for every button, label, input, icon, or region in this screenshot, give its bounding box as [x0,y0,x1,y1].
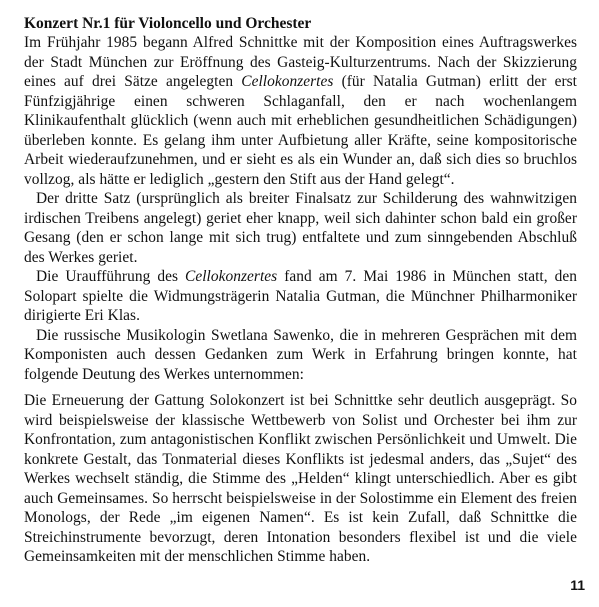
page-number: 11 [570,577,585,593]
work-title-italic: Cellokonzertes [185,268,278,285]
work-title-italic: Cellokonzertes [241,73,334,90]
paragraph-premiere [24,267,577,326]
paragraph-intro [24,33,577,189]
paragraph-text: (für Natalia Gutman) erlitt der erst Fünfzigjährige einen schweren Schlaganfall, den er nach wochenlangem Klinikaufenthalt glücklich (wenn auch mit erheblichen gesundheitlichen Schädigungen) überleben konnte. Es gelang ihm unter Aufbietung aller Kräfte, seine kompositorische Arbeit wiederaufzunehmen, und er sieht es als ein Wunder an, daß sich dies so bruchlos vollzog, als hätte er lediglich „gestern den Stift aus der Hand gelegt“. [24,73,577,188]
paragraph-musicologist [24,326,577,385]
paragraph-text: Die Erneuerung der Gattung Solokonzert ist bei Schnittke sehr deutlich ausgeprägt. So wird beispielsweise der klassische Wettbewerb von Solist und Orchester bei ihm zur Konfrontation, zum antagonistischen Konflikt zwischen Persönlichkeit und Umwelt. Die konkrete Gestalt, das Tonmaterial dieses Konflikts ist jedesmal anders, das „Sujet“ des Werkes wechselt ständig, die Stimme des „Helden“ klingt unterschiedlich. Aber es gibt auch Gemeinsames. So herrscht beispielsweise in der Solostimme ein Element des freien Monologs, der Rede „im eigenen Namen“. Es ist kein Zufall, daß Schnittke die Streichinstrumente bevorzugt, deren Intonation besonders flexibel ist und die viele Gemeinsamkeiten mit der menschlichen Stimme haben. [24,392,577,565]
paragraph-text: Die russische Musikologin Swetlana Sawenko, die in mehreren Gesprächen mit dem Komponisten auch dessen Gedanken zum Werk in Erfahrung bringen konnte, hat folgende Deutung des Werkes unternommen: [24,326,577,383]
paragraph-text: Die Uraufführung des [36,268,186,285]
paragraph-third-movement [24,189,577,267]
section-heading: Konzert Nr.1 für Violoncello und Orchester [24,15,312,32]
paragraph-text: Im Frühjahr 1985 begann Alfred Schnittke mit der Komposition eines Auftragswerkes der Stadt München zur Eröffnung des Gasteig-Kulturzentrums. Nach der Skizzierung eines auf drei Sätze angelegten [24,34,577,90]
paragraph-text: fand am 7. Mai 1986 in München statt, den Solopart spielte die Widmungsträgerin Natalia Gutman, die Münchner Philharmoniker dirigierte Eri Klas. [24,268,578,324]
paragraph-interpretation [24,391,577,567]
paragraph-text: Der dritte Satz (ursprünglich als breiter Finalsatz zur Schilderung des wahnwitzigen irdischen Treibens angelegt) geriet eher knapp, weil sich dahinter schon bald ein großer Gesang (den er schon lange mit sich trug) entfaltete und zum sinngebenden Abschluß des Werkes geriet. [24,190,577,266]
